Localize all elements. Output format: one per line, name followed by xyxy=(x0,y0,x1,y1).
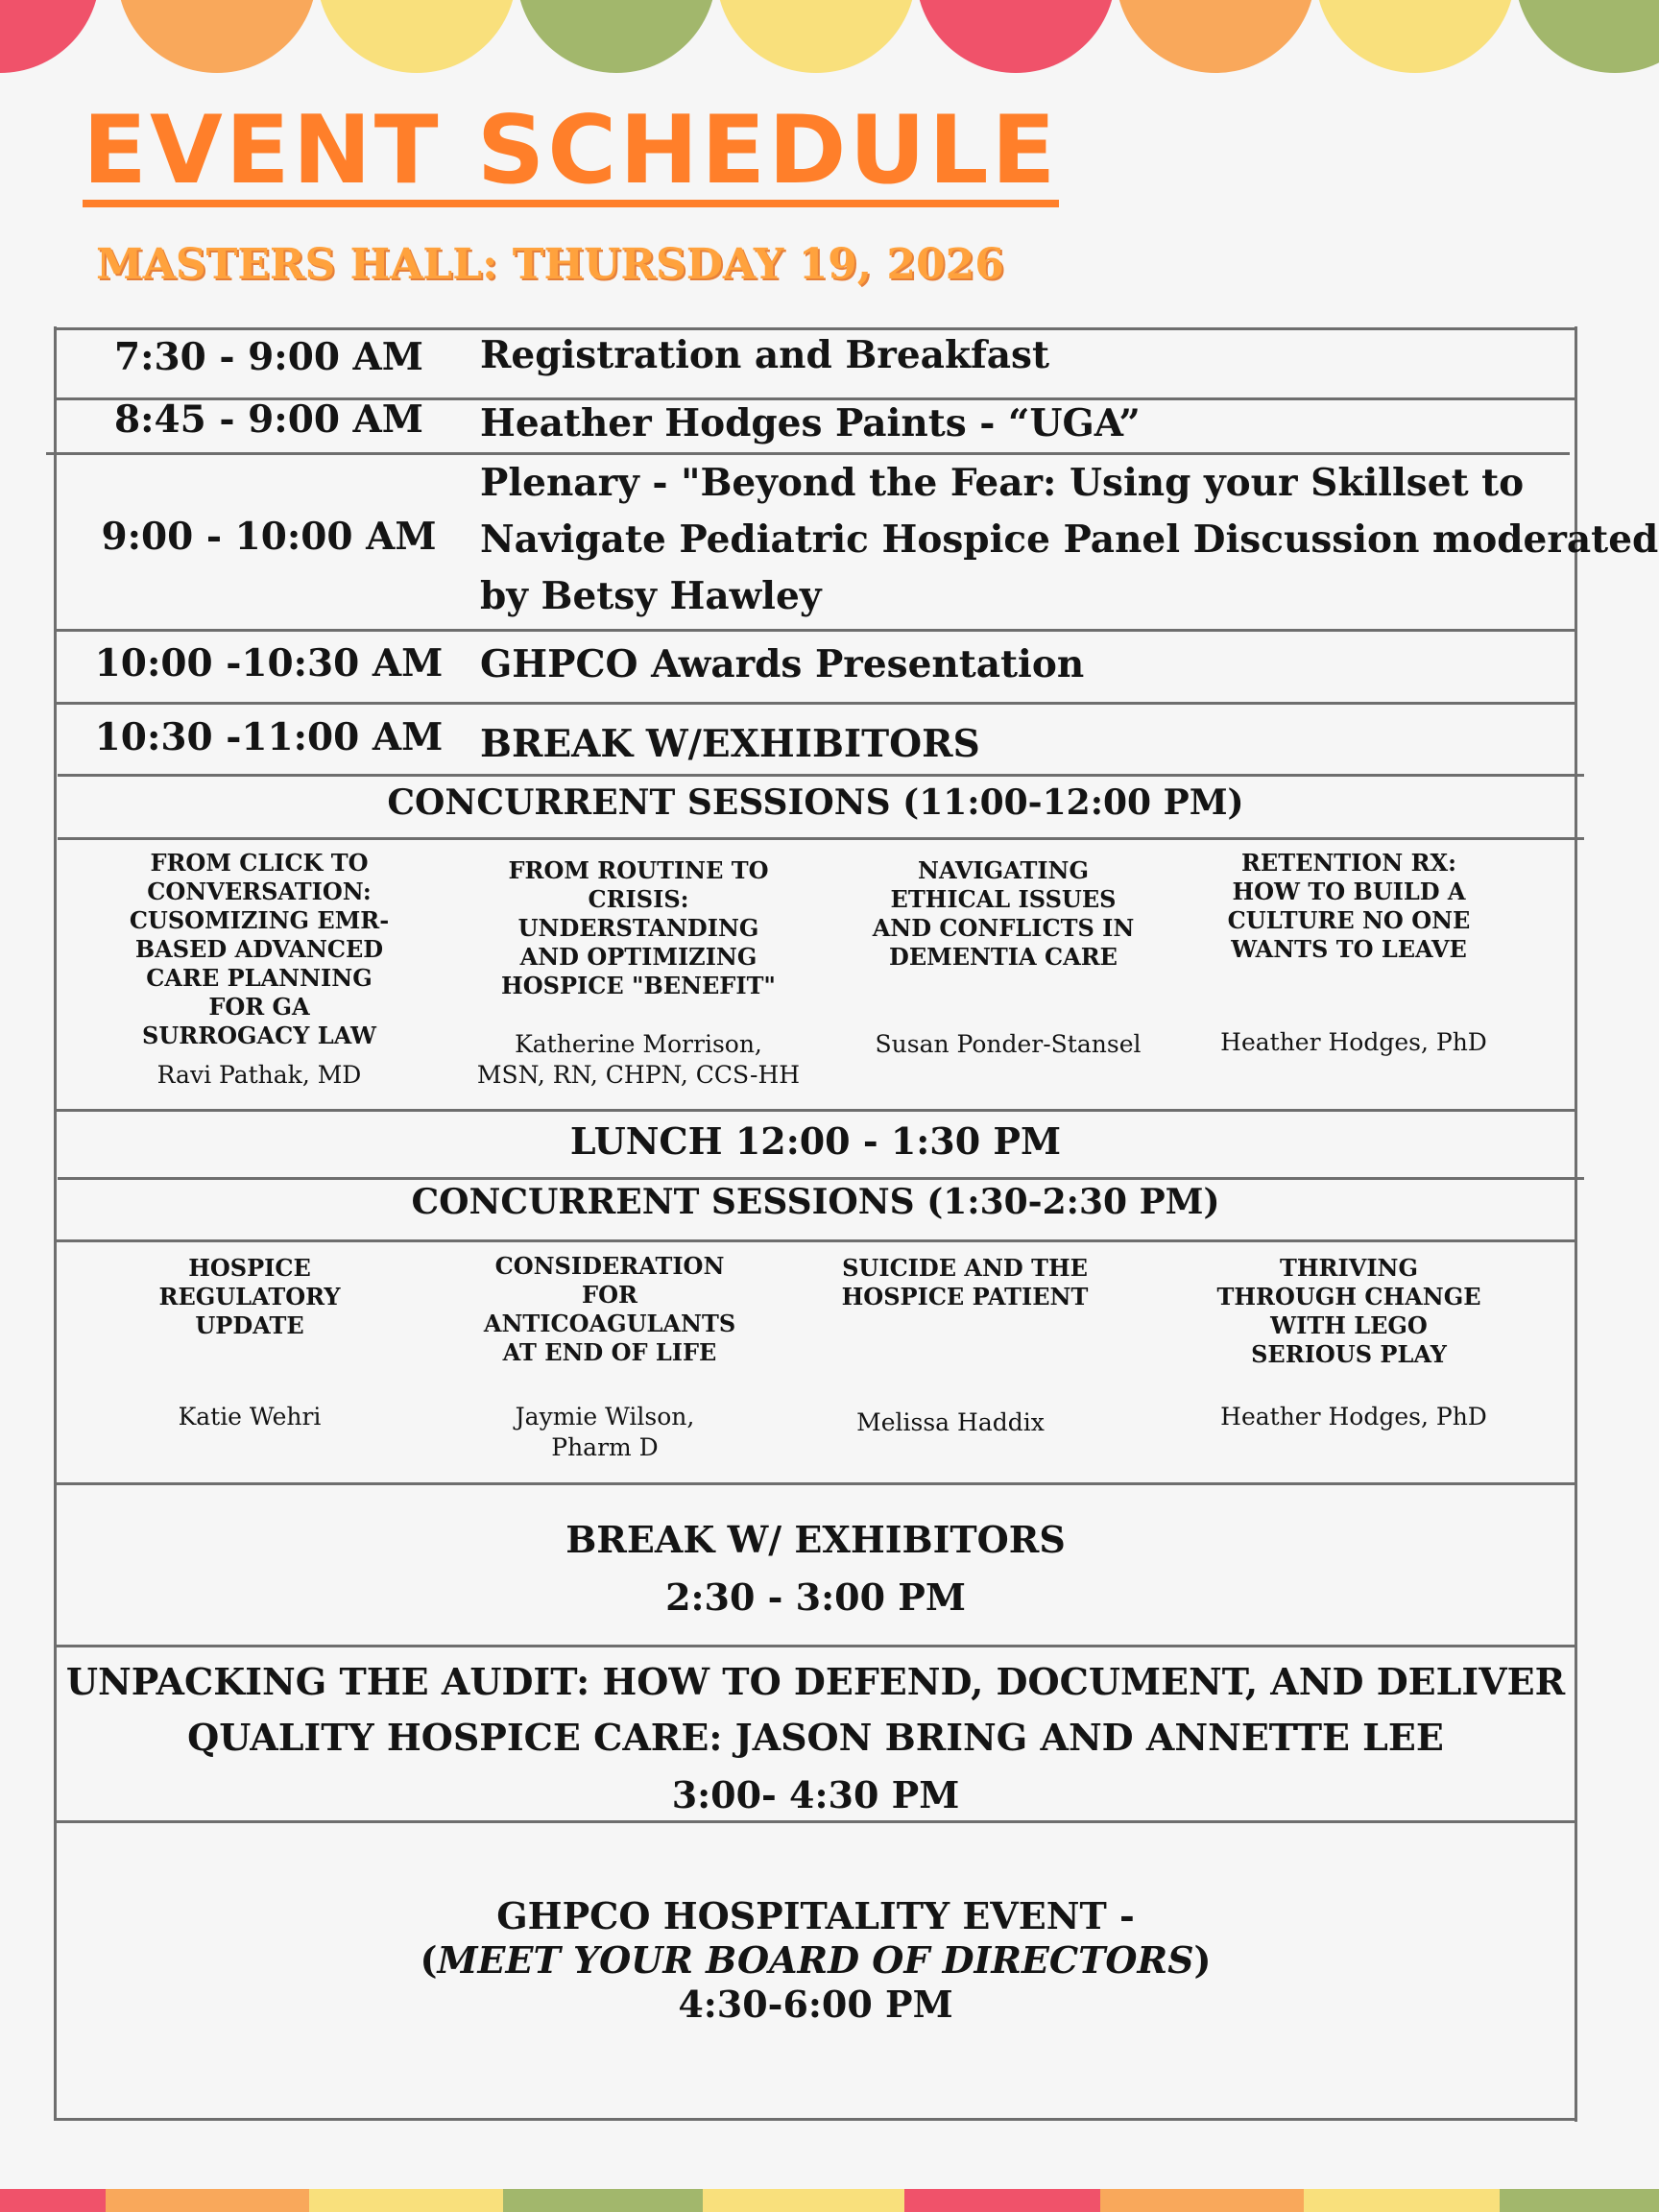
session-speaker: Heather Hodges, PhD xyxy=(1220,1403,1487,1431)
audit-title-line: QUALITY HOSPICE CARE: JASON BRING AND ANNETTE LEE xyxy=(187,1716,1444,1759)
open-paren: ( xyxy=(420,1938,438,1982)
decor-stripe-9 xyxy=(1500,2189,1659,2212)
row-divider xyxy=(54,2118,1577,2121)
decor-stripe-2 xyxy=(106,2189,309,2212)
row-divider xyxy=(58,837,1584,840)
audit-time: 3:00- 4:30 PM xyxy=(671,1773,960,1816)
row-divider xyxy=(54,629,1577,632)
session-speaker: Jaymie Wilson, Pharm D xyxy=(515,1403,695,1461)
schedule-time: 9:00 - 10:00 AM xyxy=(101,515,437,559)
schedule-time: 8:45 - 9:00 AM xyxy=(114,397,423,442)
decor-stripe-7 xyxy=(1100,2189,1304,2212)
concurrent-sessions-heading: CONCURRENT SESSIONS (1:30-2:30 PM) xyxy=(411,1182,1220,1222)
session-title: FROM ROUTINE TO CRISIS: UNDERSTANDING AND OPTIMIZING HOSPICE "BENEFIT" xyxy=(501,856,776,999)
schedule-time: 7:30 - 9:00 AM xyxy=(114,335,423,379)
schedule-time: 10:30 -11:00 AM xyxy=(94,715,444,759)
decor-stripe-1 xyxy=(0,2189,106,2212)
row-divider xyxy=(54,1645,1577,1647)
break-time: 2:30 - 3:00 PM xyxy=(665,1575,966,1619)
row-divider xyxy=(58,1177,1584,1180)
table-border-left xyxy=(54,326,57,2120)
session-title: RETENTION RX: HOW TO BUILD A CULTURE NO ONE WANTS TO LEAVE xyxy=(1227,849,1471,963)
schedule-event-line: Navigate Pediatric Hospice Panel Discussion moderated xyxy=(480,517,1659,562)
audit-title-line: UNPACKING THE AUDIT: HOW TO DEFEND, DOCUMENT, AND DELIVER xyxy=(65,1660,1566,1703)
session-title: SUICIDE AND THE HOSPICE PATIENT xyxy=(841,1254,1089,1310)
row-divider xyxy=(54,702,1577,705)
close-paren: ) xyxy=(1193,1938,1212,1982)
schedule-event-line: by Betsy Hawley xyxy=(480,574,822,618)
decor-stripe-4 xyxy=(503,2189,703,2212)
schedule-event: Registration and Breakfast xyxy=(480,333,1049,377)
hospitality-title: GHPCO HOSPITALITY EVENT - xyxy=(496,1894,1135,1937)
schedule-event-line: Plenary - "Beyond the Fear: Using your Skillset to xyxy=(480,461,1525,505)
session-title: FROM CLICK TO CONVERSATION: CUSOMIZING EMR- BASED ADVANCED CARE PLANNING FOR GA SURROGACY LAW xyxy=(129,849,390,1049)
hospitality-time: 4:30-6:00 PM xyxy=(678,1983,953,2026)
schedule-event: BREAK W/EXHIBITORS xyxy=(480,722,980,766)
decor-stripe-6 xyxy=(904,2189,1100,2212)
schedule-event: GHPCO Awards Presentation xyxy=(480,642,1085,686)
break-title: BREAK W/ EXHIBITORS xyxy=(565,1518,1066,1561)
session-speaker: Katie Wehri xyxy=(178,1403,322,1431)
row-divider xyxy=(58,774,1584,777)
row-divider xyxy=(54,1482,1577,1485)
session-title: CONSIDERATION FOR ANTICOAGULANTS AT END OF LIFE xyxy=(483,1252,736,1366)
session-speaker: Melissa Haddix xyxy=(856,1408,1045,1436)
session-speaker: Susan Ponder-Stansel xyxy=(875,1030,1142,1058)
decor-stripe-5 xyxy=(703,2189,904,2212)
concurrent-sessions-heading: CONCURRENT SESSIONS (11:00-12:00 PM) xyxy=(387,782,1244,823)
page-title: EVENT SCHEDULE xyxy=(83,96,1059,205)
schedule-event: Heather Hodges Paints - “UGA” xyxy=(480,401,1141,445)
lunch-row: LUNCH 12:00 - 1:30 PM xyxy=(569,1119,1062,1163)
session-speaker: Ravi Pathak, MD xyxy=(156,1061,362,1089)
row-divider xyxy=(54,1109,1577,1112)
session-speaker: Katherine Morrison, MSN, RN, CHPN, CCS-HH xyxy=(476,1030,801,1089)
row-divider xyxy=(54,1239,1577,1242)
decor-stripe-3 xyxy=(309,2189,503,2212)
table-border-right xyxy=(1575,326,1577,2122)
decor-stripe-8 xyxy=(1304,2189,1500,2212)
session-title: THRIVING THROUGH CHANGE WITH LEGO SERIOUS PLAY xyxy=(1216,1254,1481,1368)
session-title: NAVIGATING ETHICAL ISSUES AND CONFLICTS IN DEMENTIA CARE xyxy=(872,856,1135,971)
page-subtitle: MASTERS HALL: THURSDAY 19, 2026 xyxy=(96,240,1004,289)
session-speaker: Heather Hodges, PhD xyxy=(1220,1028,1487,1056)
session-title: HOSPICE REGULATORY UPDATE xyxy=(158,1254,341,1339)
hospitality-subtitle-text: MEET YOUR BOARD OF DIRECTORS xyxy=(437,1938,1194,1982)
schedule-time: 10:00 -10:30 AM xyxy=(94,641,444,685)
